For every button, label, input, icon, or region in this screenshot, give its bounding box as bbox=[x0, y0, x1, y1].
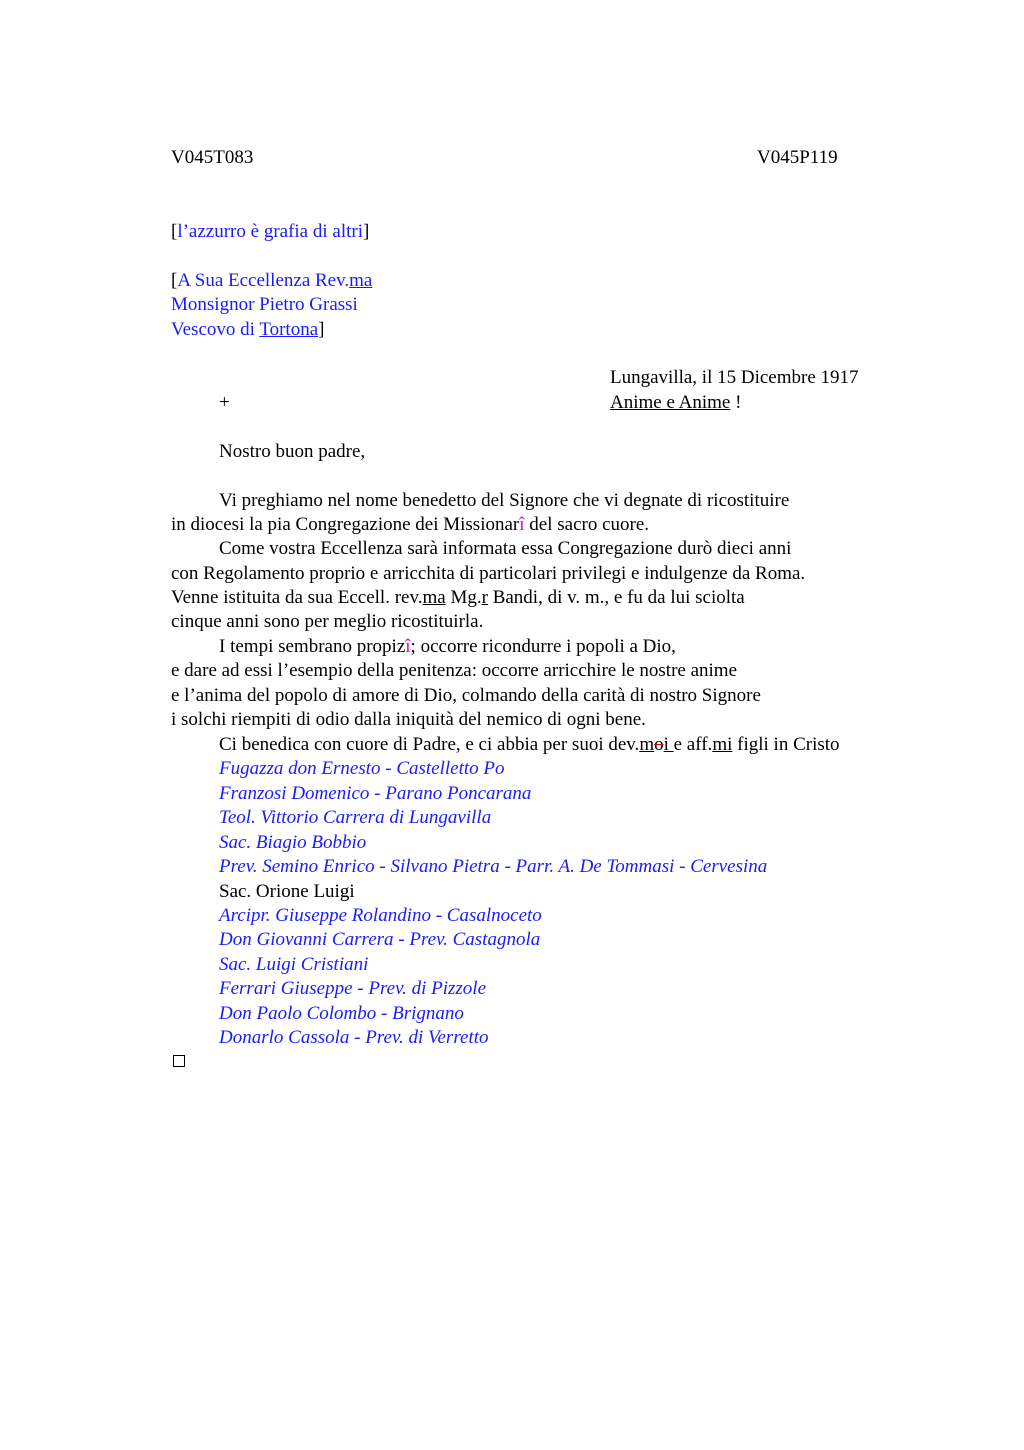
motto-text: Anime e Anime bbox=[610, 392, 731, 413]
header-left-code: V045T083 bbox=[171, 147, 254, 168]
body-text: e aff. bbox=[673, 734, 713, 755]
body-text: in diocesi la pia Congregazione dei Missionar bbox=[171, 514, 520, 535]
place-date: Lungavilla, il 15 Dicembre 1917 bbox=[610, 367, 859, 388]
body-line: con Regolamento proprio e arricchita di particolari privilegi e indulgenze da Roma. bbox=[171, 563, 806, 584]
editorial-note bbox=[171, 220, 369, 244]
address-title: A Sua Eccellenza Rev. bbox=[177, 270, 350, 291]
abbrev-mi: mi bbox=[712, 734, 733, 755]
abbrev-i: i bbox=[663, 734, 674, 755]
body-text: figli in Cristo bbox=[732, 734, 840, 755]
signature-line-orione: Sac. Orione Luigi bbox=[219, 881, 355, 902]
body-line: e dare ad essi l’esempio della penitenza: occorre arricchire le nostre anime bbox=[171, 660, 738, 681]
signature-line: Fugazza don Ernesto - Castelletto Po bbox=[219, 758, 505, 779]
signature-line: Ferrari Giuseppe - Prev. di Pizzole bbox=[219, 978, 487, 999]
closing-line bbox=[219, 733, 840, 757]
signature-line: Sac. Luigi Cristiani bbox=[219, 954, 369, 975]
body-text: ; occorre ricondurre i popoli a Dio, bbox=[410, 636, 676, 657]
correction-mark: î bbox=[519, 514, 525, 535]
body-line bbox=[171, 586, 745, 610]
body-line bbox=[171, 513, 649, 537]
header-right-code: V045P119 bbox=[757, 147, 838, 168]
cross-mark: + bbox=[219, 392, 230, 413]
bracket-close: ] bbox=[363, 221, 370, 242]
abbrev-superscript: r bbox=[481, 587, 488, 608]
abbrev-superscript: ma bbox=[422, 587, 446, 608]
struck-letter: o bbox=[654, 734, 664, 755]
signature-line: Don Giovanni Carrera - Prev. Castagnola bbox=[219, 929, 541, 950]
body-line: e l’anima del popolo di amore di Dio, colmando della carità di nostro Signore bbox=[171, 685, 761, 706]
signature-line: Donarlo Cassola - Prev. di Verretto bbox=[219, 1027, 489, 1048]
body-line: Come vostra Eccellenza sarà informata essa Congregazione durò dieci anni bbox=[219, 538, 792, 559]
signature-line: Franzosi Domenico - Parano Poncarana bbox=[219, 783, 532, 804]
body-text: del sacro cuore. bbox=[524, 514, 650, 535]
address-line-1 bbox=[171, 269, 372, 293]
signature-line: Sac. Biagio Bobbio bbox=[219, 832, 367, 853]
bracket-open: [ bbox=[171, 270, 178, 291]
signature-line: Prev. Semino Enrico - Silvano Pietra - Parr. A. De Tommasi - Cervesina bbox=[219, 856, 768, 877]
note-text: l’azzurro è grafia di altri bbox=[177, 221, 363, 242]
body-text: Venne istituita da sua Eccell. rev. bbox=[171, 587, 423, 608]
body-line: i solchi riempiti di odio dalla iniquità del nemico di ogni bene. bbox=[171, 709, 646, 730]
motto-exclamation: ! bbox=[730, 392, 742, 413]
motto bbox=[610, 391, 741, 415]
signature-line: Teol. Vittorio Carrera di Lungavilla bbox=[219, 807, 492, 828]
signature-line: Don Paolo Colombo - Brignano bbox=[219, 1003, 464, 1024]
body-line bbox=[219, 635, 676, 659]
address-line-3 bbox=[171, 318, 324, 342]
body-text: Ci benedica con cuore di Padre, e ci abbia per suoi dev. bbox=[219, 734, 640, 755]
address-title-abbrev: ma bbox=[349, 270, 373, 291]
body-line: Vi preghiamo nel nome benedetto del Signore che vi degnate di ricostituire bbox=[219, 490, 790, 511]
bracket-close: ] bbox=[318, 319, 325, 340]
bracket-open: [ bbox=[171, 221, 178, 242]
address-role: Vescovo di bbox=[171, 319, 260, 340]
salutation: Nostro buon padre, bbox=[219, 441, 366, 462]
address-line-2: Monsignor Pietro Grassi bbox=[171, 294, 358, 315]
body-text: I tempi sembrano propiz bbox=[219, 636, 406, 657]
correction-mark: î bbox=[405, 636, 411, 657]
signature-line: Arcipr. Giuseppe Rolandino - Casalnoceto bbox=[219, 905, 542, 926]
address-city: Tortona bbox=[259, 319, 319, 340]
end-square-icon bbox=[173, 1055, 185, 1067]
body-line: cinque anni sono per meglio ricostituirla. bbox=[171, 611, 484, 632]
body-text: Mg. bbox=[445, 587, 482, 608]
body-text: Bandi, di v. m., e fu da lui sciolta bbox=[487, 587, 745, 608]
abbrev-m: m bbox=[639, 734, 655, 755]
